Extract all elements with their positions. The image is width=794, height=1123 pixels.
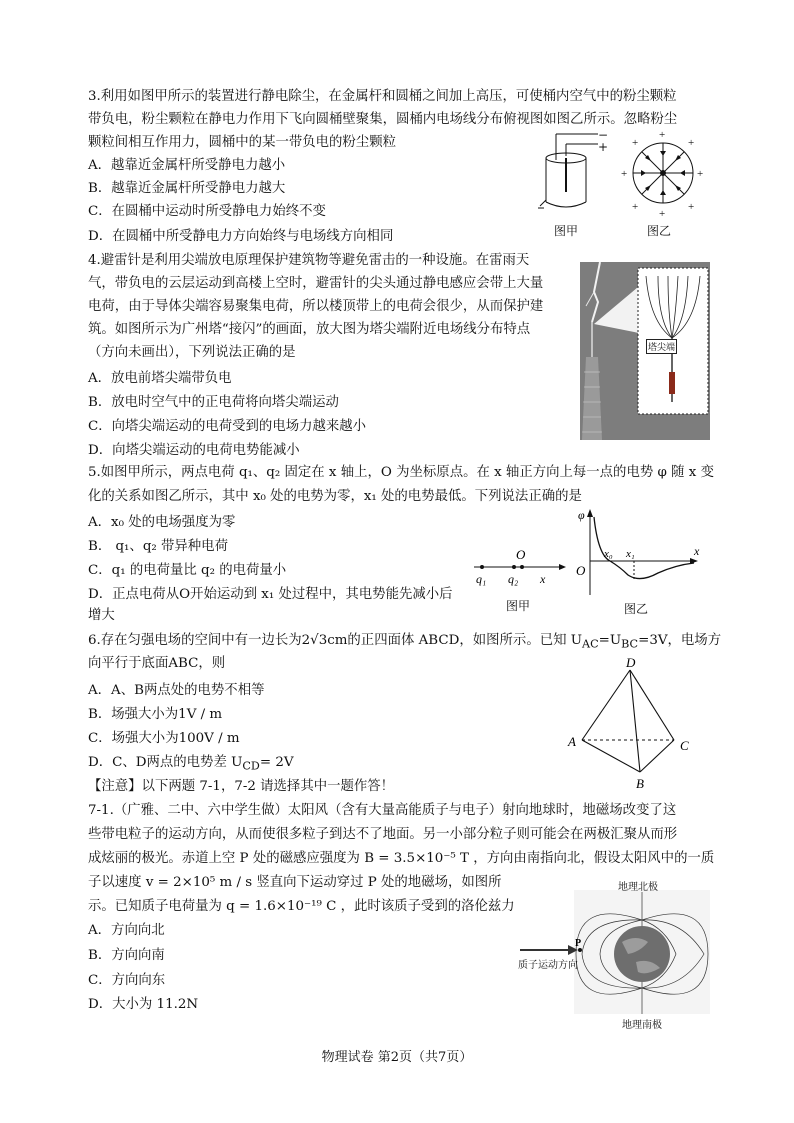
q6-tetrahedron-figure <box>562 656 702 792</box>
q3-figure-jia <box>536 130 626 220</box>
q6-option-a[interactable]: A．A、B两点处的电势不相等 <box>88 683 265 698</box>
q6-eq-1: =U <box>598 633 622 648</box>
q7-line-1: 7-1.（广雅、二中、六中学生做）太阳风（含有大量高能质子与电子）射向地球时，地磁场改变了这 <box>88 803 677 818</box>
svg-text:+: + <box>697 168 704 180</box>
q5-option-c[interactable]: C．q₁ 的电荷量比 q₂ 的电荷量小 <box>88 563 287 578</box>
q5-charge-labels: q₁、q₂ <box>238 465 281 480</box>
q3-option-a[interactable]: A．越靠近金属杆所受静电力越小 <box>88 158 286 173</box>
q7-option-b[interactable]: B．方向向南 <box>88 948 165 963</box>
q5-option-d[interactable]: D．正点电荷从O开始运动到 x₁ 处过程中，其电势能先减小后 <box>88 587 453 602</box>
q3-plus-sign: + <box>598 140 609 154</box>
q5-option-d-cont: 增大 <box>88 608 115 623</box>
q7-p-label: P <box>575 938 582 949</box>
q6-sub-bc: BC <box>621 637 639 651</box>
q5-q2-label: q₂ <box>508 572 519 586</box>
q5-figure-yi <box>568 505 704 600</box>
q5-line-1-prefix: 5.如图甲所示，两点电荷 <box>88 465 239 480</box>
q5-line-1-suffix: 固定在 x 轴上，O 为坐标原点。在 x 轴正方向上每一点的电势 φ 随 x 变 <box>280 465 714 480</box>
q5-figure-jia <box>470 545 570 590</box>
q3-figure-jia-caption: 图甲 <box>554 224 579 238</box>
q6-vertex-d: D <box>626 656 636 670</box>
q4-line-2: 气，带负电的云层运动到高楼上空时，避雷针的尖头通过静电感应会带上大量 <box>88 276 544 291</box>
q7-south-pole-label: 地理南极 <box>622 1020 662 1031</box>
q4-option-c[interactable]: C．向塔尖端运动的电荷受到的电场力越来越小 <box>88 419 367 434</box>
svg-text:+: + <box>659 129 666 141</box>
q3-minus-sign: − <box>598 128 609 142</box>
q4-line-4: 筑。如图所示为广州塔“接闪”的画面，放大图为塔尖端附近电场线分布特点 <box>88 322 531 337</box>
q6-vertex-b: B <box>636 776 644 791</box>
svg-text:+: + <box>632 137 639 149</box>
q5-figure-yi-caption: 图乙 <box>624 602 649 616</box>
q3-option-b[interactable]: B．越靠近金属杆所受静电力越大 <box>88 181 286 196</box>
q7-line-5: 示。已知质子电荷量为 q = 1.6×10⁻¹⁹ C ，此时该质子受到的洛伦兹力 <box>88 899 515 914</box>
q3-line-1: 3.利用如图甲所示的装置进行静电除尘，在金属杆和圆桶之间加上高压，可使桶内空气中的粉尘颗粒 <box>88 89 677 104</box>
q5-line-2: 化的关系如图乙所示，其中 x₀ 处的电势为零，x₁ 处的电势最低。下列说法正确的是 <box>88 489 582 504</box>
q4-option-d[interactable]: D．向塔尖端运动的电荷电势能减小 <box>88 443 300 458</box>
q3-figure-yi <box>618 128 708 218</box>
q4-line-5: （方向未画出），下列说法正确的是 <box>88 345 296 360</box>
q6-option-c[interactable]: C．场强大小为100V / m <box>88 731 240 746</box>
q3-option-c[interactable]: C．在圆桶中运动时所受静电力始终不变 <box>88 204 326 219</box>
q7-north-pole-label: 地理北极 <box>618 882 658 893</box>
q6-line-1 <box>88 630 721 656</box>
svg-text:+: + <box>659 208 666 218</box>
q6-sub-cd: CD <box>242 759 260 773</box>
q7-line-2: 些带电粒子的运动方向，从而使很多粒子到达不了地面。另一小部分粒子则可能会在两极汇聚从而形 <box>88 827 678 842</box>
q3-line-2: 带负电，粉尘颗粒在静电力作用下飞向圆桶壁聚集，圆桶内电场线分布俯视图如图乙所示。忽略粉尘 <box>88 112 678 127</box>
q7-earth-magnetic-field-figure <box>516 878 712 1028</box>
q5-q1-label: q₁ <box>476 572 487 586</box>
q6-vertex-c: C <box>680 738 689 753</box>
q5-x-label: x <box>540 572 546 586</box>
q5-x0-label: x₀ <box>604 548 613 560</box>
q7-option-c[interactable]: C．方向向东 <box>88 973 166 988</box>
q4-canton-tower-photo <box>580 262 710 440</box>
q7-option-d[interactable]: D．大小为 11.2N <box>88 997 199 1012</box>
q4-option-b[interactable]: B．放电时空气中的正电荷将向塔尖端运动 <box>88 395 339 410</box>
q7-option-a[interactable]: A．方向向北 <box>88 923 165 938</box>
q6-option-b[interactable]: B．场强大小为1V / m <box>88 707 223 722</box>
q5-line-1 <box>88 462 714 484</box>
q6-option-d[interactable] <box>88 752 294 778</box>
q6-sub-ac: AC <box>582 637 599 651</box>
q5-option-b[interactable]: B． q₁、q₂ 带异种电荷 <box>88 539 228 554</box>
svg-text:+: + <box>688 201 695 213</box>
svg-text:+: + <box>688 137 695 149</box>
q4-option-a[interactable]: A．放电前塔尖端带负电 <box>88 371 232 386</box>
q7-motion-direction-label: 质子运动方向 <box>518 960 578 971</box>
q3-option-d[interactable]: D．在圆桶中所受静电力方向始终与电场线方向相同 <box>88 229 394 244</box>
page-footer: 物理试卷 第2页（共7页） <box>321 1050 473 1065</box>
q6-line-1-mid: 的正四面体 ABCD，如图所示。已知 U <box>347 633 583 648</box>
q5-phi-label: φ <box>578 508 585 522</box>
q5-axis-x-label: x <box>694 544 700 558</box>
svg-text:+: + <box>632 201 639 213</box>
q5-figure-jia-caption: 图甲 <box>506 599 531 613</box>
q6-option-d-text: D．C、D两点的电势差 U <box>88 755 243 770</box>
q4-line-3: 电荷，由于导体尖端容易聚集电荷，所以楼顶带上的电荷会很少，从而保护建 <box>88 299 544 314</box>
q6-edge-length: 2√3cm <box>301 633 348 648</box>
q5-axis-origin-label: O <box>576 563 586 578</box>
q5-option-a[interactable]: A．x₀ 处的电场强度为零 <box>88 515 236 530</box>
q6-line-1-suffix: =3V，电场方 <box>638 633 722 648</box>
q5-origin-label: O <box>516 547 526 562</box>
q6-vertex-a: A <box>568 734 576 749</box>
q4-tip-label: 塔尖端 <box>646 339 677 354</box>
q6-line-2: 向平行于底面ABC，则 <box>88 656 226 671</box>
q3-line-3: 颗粒间相互作用力，圆桶中的某一带负电的粉尘颗粒 <box>88 135 396 150</box>
q7-line-4: 子以速度 v = 2×10⁵ m / s 竖直向下运动穿过 P 处的地磁场，如图所 <box>88 875 502 890</box>
q5-x1-label: x₁ <box>626 548 635 560</box>
choice-note: 【注意】以下两题 7-1，7-2 请选择其中一题作答！ <box>88 779 395 794</box>
q6-option-d-value: = 2V <box>259 755 294 770</box>
q6-line-1-prefix: 6.存在匀强电场的空间中有一边长为 <box>88 633 302 648</box>
q4-line-1: 4.避雷针是利用尖端放电原理保护建筑物等避免雷击的一种设施。在雷雨天 <box>88 253 530 268</box>
svg-text:+: + <box>621 168 628 180</box>
q3-figure-yi-caption: 图乙 <box>647 224 672 238</box>
q7-line-3: 成炫丽的极光。赤道上空 P 处的磁感应强度为 B = 3.5×10⁻⁵ T ，方向由南指向北，假设太阳风中的一质 <box>88 851 715 866</box>
